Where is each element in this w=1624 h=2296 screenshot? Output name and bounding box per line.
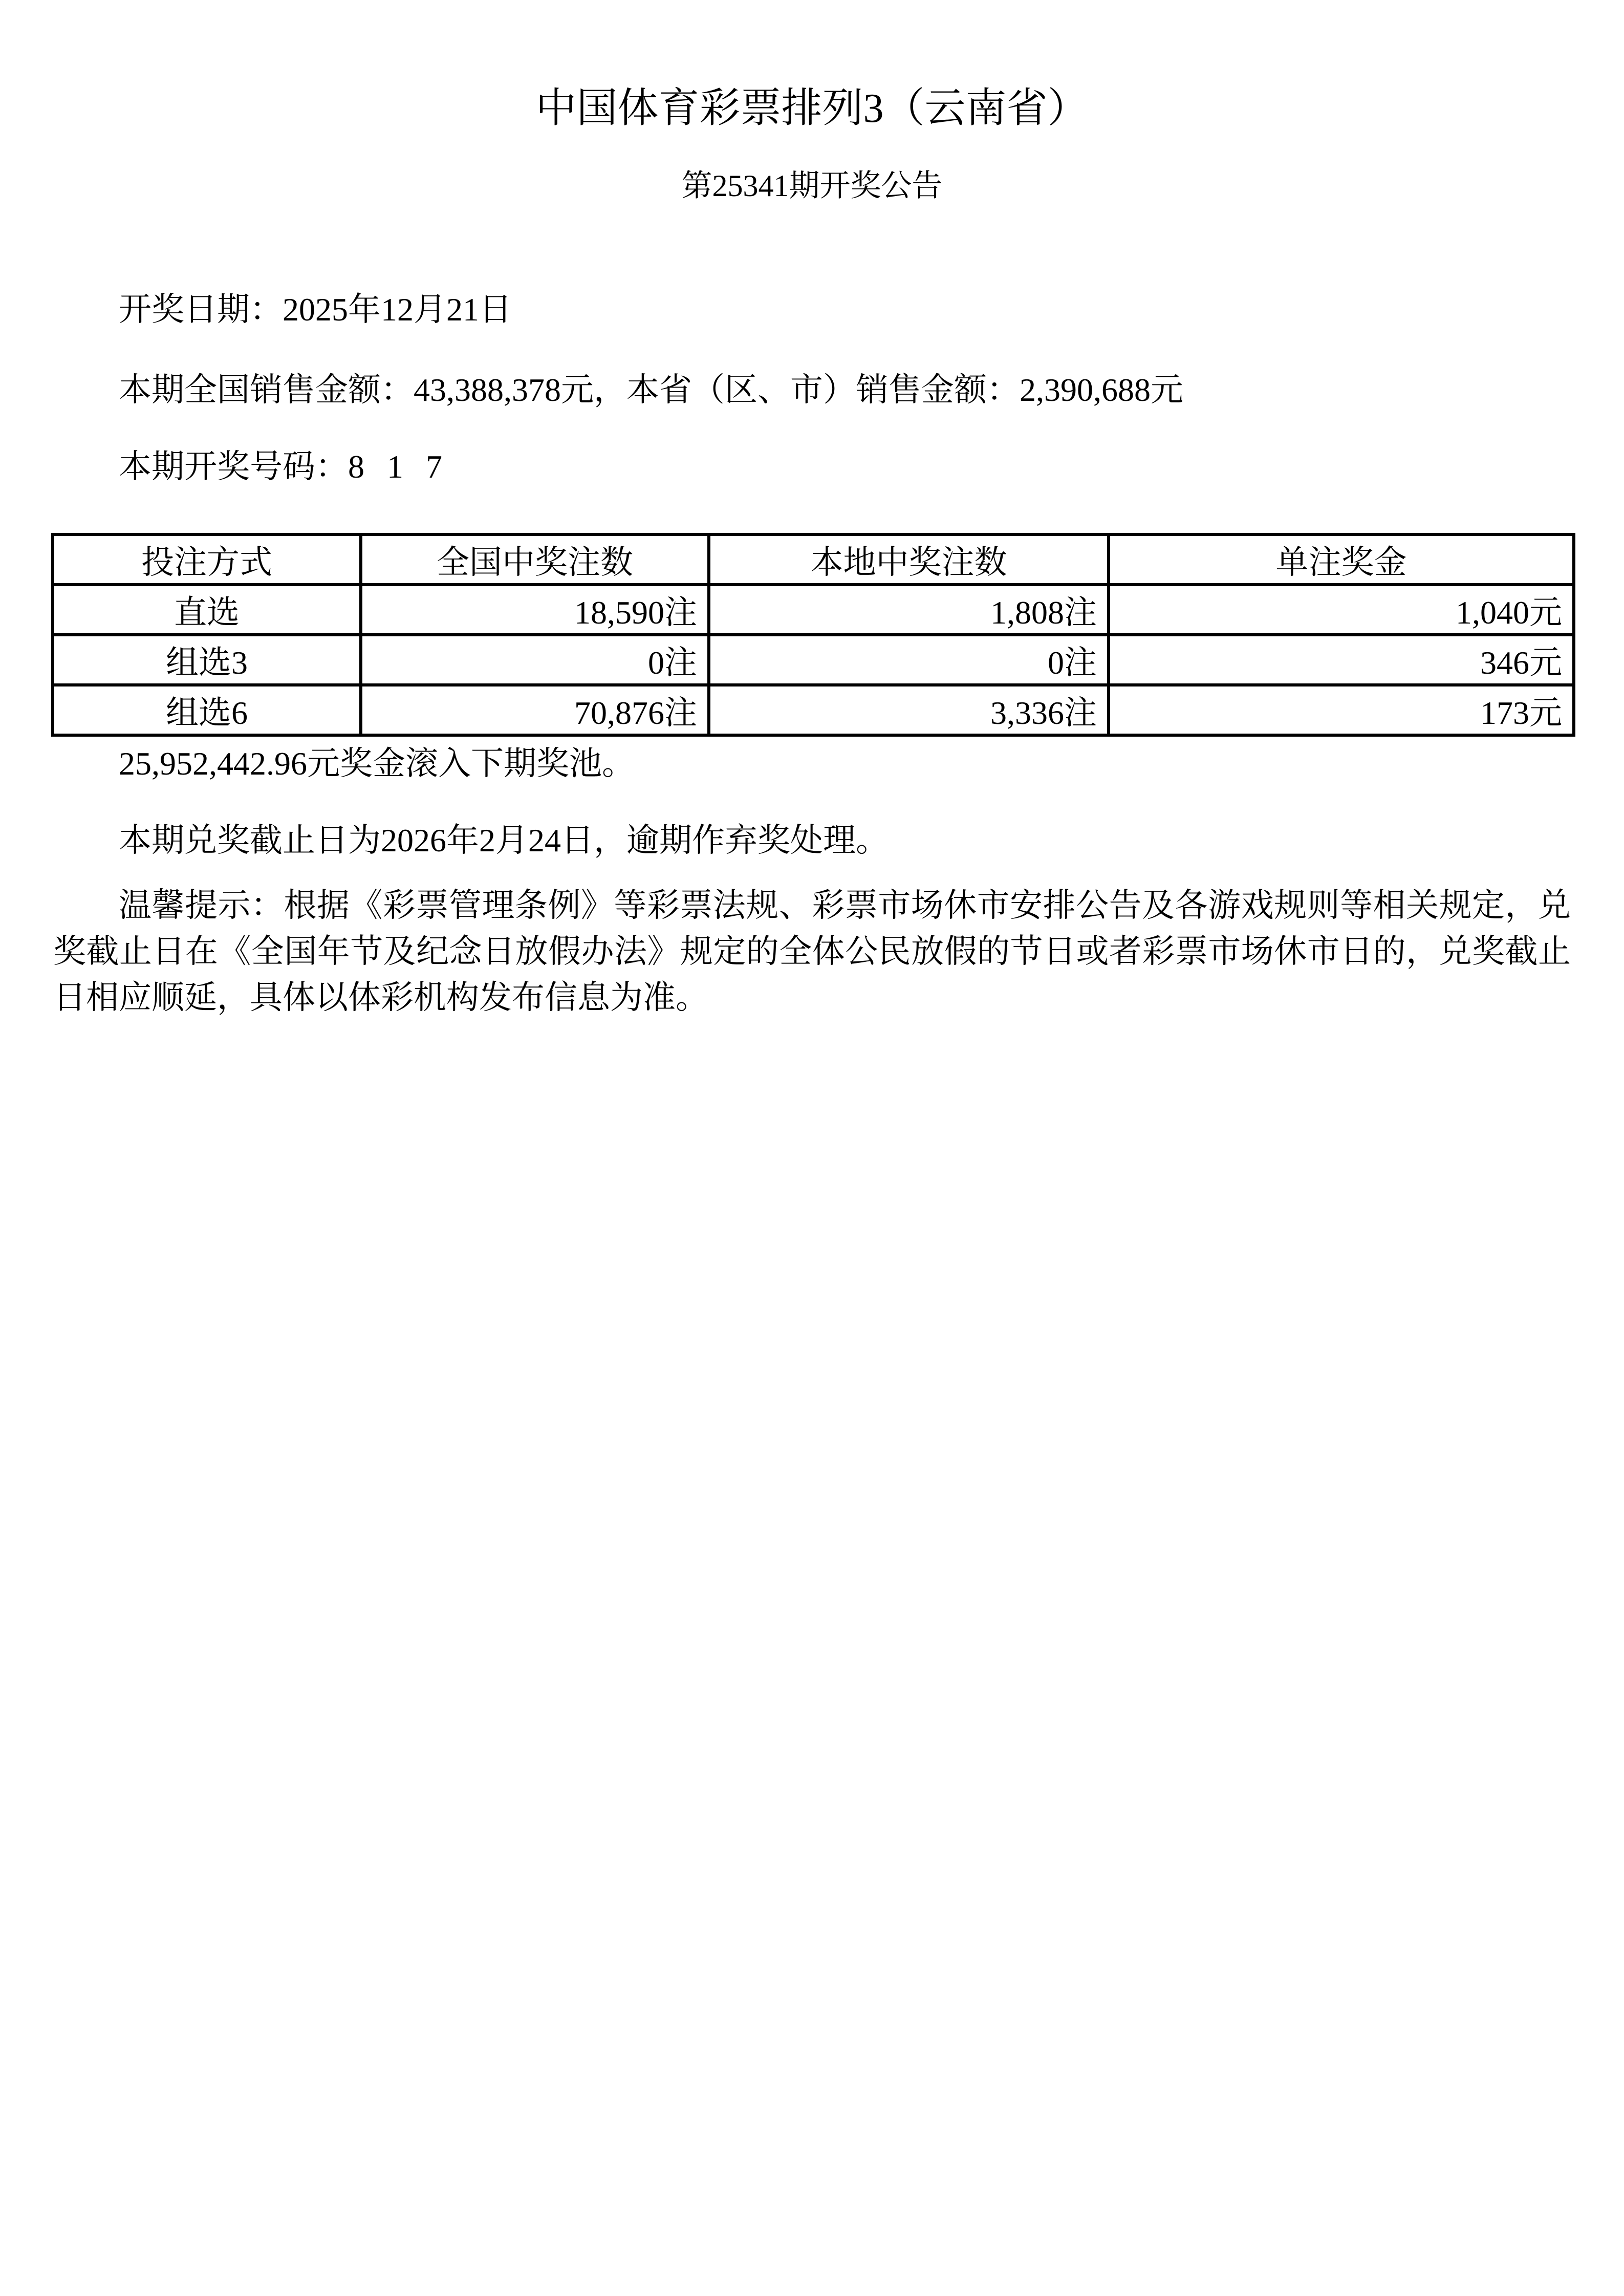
cell-national: 70,876注 <box>361 685 709 735</box>
cell-method: 组选6 <box>53 685 361 735</box>
winning-numbers-label: 本期开奖号码： <box>119 448 348 485</box>
table-row <box>53 685 1574 735</box>
cell-local: 3,336注 <box>709 685 1109 735</box>
cell-prize: 346元 <box>1109 635 1574 685</box>
winning-numbers-line <box>53 443 1571 491</box>
cell-prize: 173元 <box>1109 685 1574 735</box>
rollover-note: 25,952,442.96元奖金滚入下期奖池。 <box>119 745 635 782</box>
deadline-note: 本期兑奖截止日为2026年2月24日，逾期作弃奖处理。 <box>119 822 889 859</box>
cell-national: 0注 <box>361 635 709 685</box>
table-row <box>53 585 1574 635</box>
cell-national: 18,590注 <box>361 585 709 635</box>
col-header-prize: 单注奖金 <box>1109 534 1574 585</box>
page-subtitle: 第25341期开奖公告 <box>681 169 943 203</box>
table-row <box>53 635 1574 685</box>
prize-table <box>51 533 1575 737</box>
prize-table-container <box>51 533 1575 737</box>
col-header-local: 本地中奖注数 <box>709 534 1109 585</box>
sales-amount-line: 本期全国销售金额：43,388,378元，本省（区、市）销售金额：2,390,688元 <box>119 372 1183 408</box>
page-title: 中国体育彩票排列3（云南省） <box>535 86 1089 131</box>
cell-local: 1,808注 <box>709 585 1109 635</box>
cell-method: 直选 <box>53 585 361 635</box>
prize-table-header-row <box>53 534 1574 585</box>
col-header-national: 全国中奖注数 <box>361 534 709 585</box>
winning-numbers-value: 8 1 7 <box>348 448 449 485</box>
cell-method: 组选3 <box>53 635 361 685</box>
cell-prize: 1,040元 <box>1109 585 1574 635</box>
cell-local: 0注 <box>709 635 1109 685</box>
col-header-method: 投注方式 <box>53 534 361 585</box>
warm-notice-paragraph: 温馨提示：根据《彩票管理条例》等彩票法规、彩票市场休市安排公告及各游戏规则等相关规定，兑奖截止日在《全国年节及纪念日放假办法》规定的全体公民放假的节日或者彩票市场休市日的，兑奖截止日相应顺延，具体以体彩机构发布信息为准。 <box>53 887 1571 1016</box>
draw-date-line: 开奖日期：2025年12月21日 <box>119 291 512 328</box>
